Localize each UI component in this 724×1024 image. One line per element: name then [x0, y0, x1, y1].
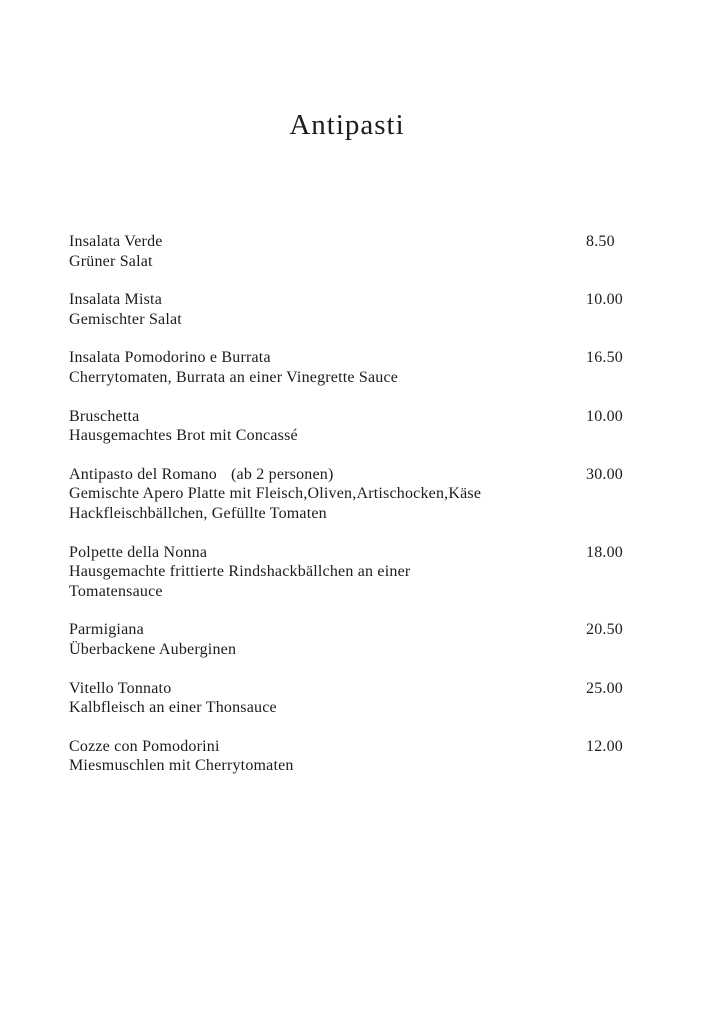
menu-item-text [69, 620, 586, 659]
dish-description: Tomatensauce [69, 582, 163, 600]
dish-price: 18.00 [586, 543, 623, 561]
menu-item [69, 407, 625, 446]
dish-name-line [69, 543, 586, 563]
menu-item [69, 348, 625, 387]
dish-name: Insalata Mista [69, 291, 162, 309]
dish-description: Hausgemachte frittierte Rindshackbällchen an einer [69, 563, 411, 581]
menu-items [69, 232, 625, 776]
menu-item-text [69, 679, 586, 718]
menu-item-text [69, 465, 586, 524]
menu-item-text [69, 290, 586, 329]
dish-description: Gemischte Apero Platte mit Fleisch,Oliven,Artischocken,Käse [69, 485, 482, 503]
dish-price: 16.50 [586, 349, 623, 367]
menu-item [69, 620, 625, 659]
dish-name: Antipasto del Romano [69, 465, 217, 483]
dish-name-line [69, 620, 586, 640]
dish-name-line [69, 232, 586, 252]
menu-item-text [69, 232, 586, 271]
dish-price: 30.00 [586, 465, 623, 483]
dish-description: Hackfleischbällchen, Gefüllte Tomaten [69, 504, 327, 522]
menu-item-text [69, 348, 586, 387]
dish-name-line [69, 679, 586, 699]
dish-name: Parmigiana [69, 621, 144, 639]
menu-item-text [69, 737, 586, 776]
menu-item-text [69, 543, 586, 602]
menu-item [69, 465, 625, 524]
dish-price: 10.00 [586, 407, 623, 425]
dish-description: Überbackene Auberginen [69, 640, 237, 658]
dish-name: Polpette della Nonna [69, 543, 208, 561]
menu-item [69, 679, 625, 718]
dish-description: Miesmuschlen mit Cherrytomaten [69, 757, 294, 775]
dish-price: 25.00 [586, 679, 623, 697]
menu-item [69, 232, 625, 271]
dish-name-line [69, 737, 586, 757]
dish-description: Hausgemachtes Brot mit Concassé [69, 427, 298, 445]
menu-item [69, 290, 625, 329]
dish-description: Cherrytomaten, Burrata an einer Vinegrette Sauce [69, 368, 399, 386]
dish-name: Insalata Verde [69, 233, 163, 250]
dish-name-line [69, 465, 586, 485]
dish-name: Bruschetta [69, 407, 140, 425]
menu-item [69, 737, 625, 776]
dish-name-line [69, 348, 586, 368]
dish-name-line [69, 407, 586, 427]
menu-item-text [69, 407, 586, 446]
dish-description: Grüner Salat [69, 252, 153, 270]
dish-name: Vitello Tonnato [69, 679, 172, 697]
dish-description: Kalbfleisch an einer Thonsauce [69, 699, 277, 717]
dish-note: (ab 2 personen) [230, 465, 334, 483]
page-title: Antipasti [289, 109, 405, 141]
dish-price: 8.50 [586, 233, 615, 250]
menu-item [69, 543, 625, 602]
dish-description: Gemischter Salat [69, 310, 182, 328]
dish-name-line [69, 290, 586, 310]
dish-price: 20.50 [586, 621, 623, 639]
dish-price: 10.00 [586, 291, 623, 309]
dish-name: Cozze con Pomodorini [69, 737, 220, 755]
dish-name: Insalata Pomodorino e Burrata [69, 349, 271, 367]
dish-price: 12.00 [586, 737, 623, 755]
